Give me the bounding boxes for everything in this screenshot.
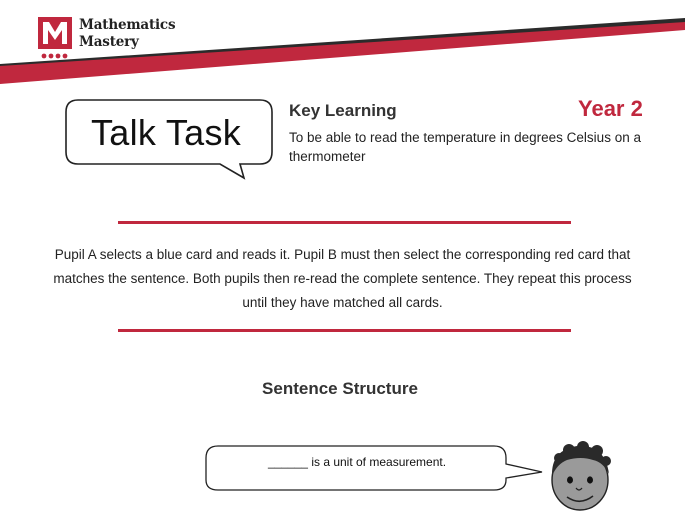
brand-name-line2: Mastery	[79, 34, 139, 50]
divider-bottom	[118, 329, 571, 332]
instructions-line3: until they have matched all cards.	[242, 295, 443, 310]
brand-name	[79, 17, 175, 51]
child-face-icon	[545, 436, 615, 514]
sentence-structure-heading: Sentence Structure	[262, 379, 418, 398]
brand-name-line1: Mathematics	[79, 17, 176, 33]
sentence-text: ______ is a unit of measurement.	[267, 455, 447, 469]
brand-logo	[38, 17, 175, 61]
key-learning-heading: Key Learning	[289, 101, 397, 120]
divider-top	[118, 221, 571, 224]
talk-task-title: Talk Task	[90, 112, 242, 153]
instructions-line1: Pupil A selects a blue card and reads it. Pupil B must then select the corresponding red card that	[54, 247, 631, 262]
mathematics-mastery-logo-icon	[38, 17, 72, 61]
year-label: Year 2	[578, 96, 643, 121]
instructions-line2: matches the sentence. Both pupils then re-read the complete sentence. They repeat this process	[53, 271, 632, 286]
key-learning-text: To be able to read the temperature in degrees Celsius on a thermometer	[289, 130, 641, 164]
instructions	[40, 243, 645, 315]
